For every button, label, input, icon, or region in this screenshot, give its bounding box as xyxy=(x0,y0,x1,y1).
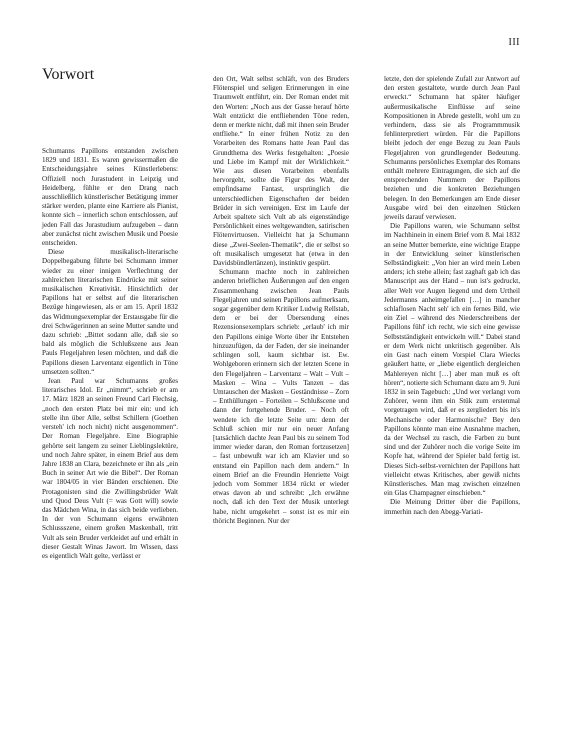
paragraph: den Ort, Walt selbst schläft, von des Bruders Flötenspiel und seligen Erinnerungen in eine Traumwelt entführt, ein. Der Roman endet mit den Worten: „Noch aus der Gasse herauf hörte Walt entzückt die entfliehenden Töne reden, denn er merkte nicht, daß mit ihnen sein Bruder entfliehe.“ In einer frühen Notiz zu den Vorarbeiten des Romans hatte Jean Paul das Grundthema des Werks festgehalten: „Poesie und Liebe im Kampf mit der Wirklichkeit.“ Wie aus diesen Vorarbeiten ebenfalls hervorgeht, sollte die Figur des Walt, der empfindsame Fantast, ursprünglich die unterschiedlichen Eigenschaften der beiden Brüder in sich vereinigen. Erst im Laufe der Arbeit spaltete sich Vult ab als eigenständige Persönlichkeit eines weltgewandten, satirischen Flötenvirtuosen. Vielleicht hat ja Schumann diese „Zwei-Seelen-Thematik“, die er selbst so oft musikalisch umgesetzt hat (etwa in den Davidsbündlertänzen), instinktiv gespürt. xyxy=(213,75,349,268)
paragraph: letzte, den der spielende Zufall zur Antwort auf den ersten gestaltete, wurde durch Jean Paul erweckt.“ Schumann hat später häufiger außermusikalische Einflüsse auf seine Kompositionen in Abrede gestellt, wohl um zu verhindern, dass sie als Programmmusik fehlinterpretiert würden. Für die Papillons bleibt jedoch der enge Bezug zu Jean Pauls Flegeljahren von grundlegender Bedeutung. Schumanns persönliches Exemplar des Romans enthält mehrere Eintragungen, die sich auf die entsprechenden Nummern der Papillons beziehen und die konkreten Beziehungen belegen. In den Bemerkungen am Ende dieser Ausgabe wird bei den einzelnen Stücken jeweils darauf verwiesen. xyxy=(384,75,520,222)
paragraph: Die Meinung Dritter über die Papillons, immerhin nach den Abegg-Variati- xyxy=(384,498,520,516)
text-column-2 xyxy=(213,75,349,526)
text-column-1 xyxy=(42,147,178,561)
page-number: III xyxy=(508,37,520,48)
paragraph: Diese musikalisch-literarische Doppelbegabung führte bei Schumann immer wieder zu einer innigen Verflechtung der zahlreichen literarischen Eindrücke mit seiner musikalischen Kreativität. Hinsichtlich der Papillons hat er selbst auf die literarischen Bezüge hingewiesen, als er am 15. April 1832 das Widmungsexemplar der Erstausgabe für die drei Schwägerinnen an seine Mutter sandte und dazu schrieb: „Bittet sodann alle, daß sie so bald als möglich die Schlußszene aus Jean Pauls Flegeljahren lesen möchten, und daß die Papillons diesen Larventanz eigentlich in Töne umsetzen sollten.“ xyxy=(42,248,178,376)
paragraph: Jean Paul war Schumanns großes literarisches Idol. Er „nimmt“, schrieb er am 17. März 1828 an seinen Freund Carl Flechsig, „noch den ersten Platz bei mir ein: und ich stelle ihn über Alle, selbst Schillern (Goethen versteh' ich noch nicht) nicht ausgenommen“. Der Roman Flegeljahre. Eine Biographie gehörte seit langem zu seiner Lieblingslektüre, und noch Jahre später, in einem Brief aus dem Jahre 1838 an Clara, bezeichnete er ihn als „ein Buch in seiner Art wie die Bibel“. Der Roman war 1804/05 in vier Bänden erschienen. Die Protagonisten sind die Zwillingsbrüder Walt und Quod Deus Vult (= was Gott will) sowie das Mädchen Wina, in das sich beide verlieben. In der von Schumann eigens erwähnten Schlussszene, einem großen Maskenball, tritt Vult als sein Bruder verkleidet auf und erhält in dieser Gestalt Winas Jawort. Im Wissen, dass es eigentlich Walt gelte, verlässt er xyxy=(42,377,178,560)
paragraph: Schumanns Papillons entstanden zwischen 1829 und 1831. Es waren gewissermaßen die Entscheidungsjahre seines Künstlerlebens: Offiziell noch Jurastudent in Leipzig und Heidelberg, fühlte er den Drang nach ausschließlich künstlerischer Betätigung immer stärker werden, plante eine Karriere als Pianist, konnte sich – innerlich schon entschlossen, auf jeden Fall das Jurastudium aufzugeben – dann aber zunächst nicht zwischen Musik und Poesie entscheiden. xyxy=(42,147,178,248)
text-column-3 xyxy=(384,75,520,517)
paragraph: Schumann machte noch in zahlreichen anderen brieflichen Äußerungen auf den engen Zusammenhang zwischen Jean Pauls Flegeljahren und seinen Papillons aufmerksam, sogar gegenüber dem Kritiker Ludwig Rellstab, dem er bei der Übersendung eines Rezensionsexemplars schrieb: „erlaub' ich mir den Papillons einige Worte über ihr Entstehen hinzuzufügen, da der Faden, der sie ineinander schlingen soll, kaum sichtbar ist. Ew. Wohlgeboren erinnern sich der letzten Scene in den Flegeljahren – Larventanz – Walt – Vult – Masken – Wina – Vults Tanzen – das Umtauschen der Masken – Geständnisse – Zorn – Enthüllungen – Forteilen – Schlußscene und dann der fortgehende Bruder. – Noch oft wendete ich die letzte Seite um: denn der Schluß schien mir nur ein neuer Anfang [tatsächlich dachte Jean Paul bis zu seinem Tod immer wieder daran, den Roman fortzusetzen] – fast unbewußt war ich am Klavier und so entstand ein Papillon nach dem andern.“ In einem Brief an die Freundin Henriette Voigt jedoch vom Sommer 1834 rückt er wieder etwas davon ab und schreibt: „Ich erwähne noch, daß ich den Text der Musik unterlegt habe, nicht umgekehrt – sonst ist es mir ein thöricht Beginnen. Nur der xyxy=(213,268,349,525)
paragraph: Die Papillons waren, wie Schumann selbst im Nachhinein in einem Brief vom 8. Mai 1832 an seine Mutter bemerkte, eine wichtige Etappe in der Entwicklung seiner künstlerischen Selbständigkeit: „Von hier an wird mein Leben anders; ich stehe allein; fast zaghaft gab ich das Manuscript aus der Hand – nun ist's gedruckt, aller Welt vor Augen liegend und dem Urtheil Jedermanns anheimgefallen […] in mancher schlaflosen Nacht seh' ich ein fernes Bild, wie ein Ziel – während des Niederschreibens der Papillons fühl' ich recht, wie sich eine gewisse Selbstständigkeit entwickeln will.“ Dabei stand er dem Werk nicht unkritisch gegenüber. Als ein Gast nach einem Vorspiel Clara Wiecks geäußert hatte, er „liebe eigentlich dergleichen Mahlereyen nicht […] aber man muß es oft hören“, notierte sich Schumann dazu am 9. Juni 1832 in sein Tagebuch: „Und wer verlangt vom Zuhörer, wenn ihm ein Stük zum erstenmal vorgetragen wird, daß er es zergliedert bis in's Mechanische oder Harmonische? Bey den Papillons könnte man eine Ausnahme machen, da der Wechsel zu rasch, die Farben zu bunt sind und der Zuhörer noch die vorige Seite im Kopfe hat, während der Spieler bald fertig ist. Dieses Sich-selbst-vernichten der Papillons hatt vielleicht etwas Kritisches, aber gewiß nichts Künstlerisches. Man mag zwischen einzelnen ein Glas Champagner einschieben.“ xyxy=(384,222,520,498)
page-title: Vorwort xyxy=(42,66,95,83)
